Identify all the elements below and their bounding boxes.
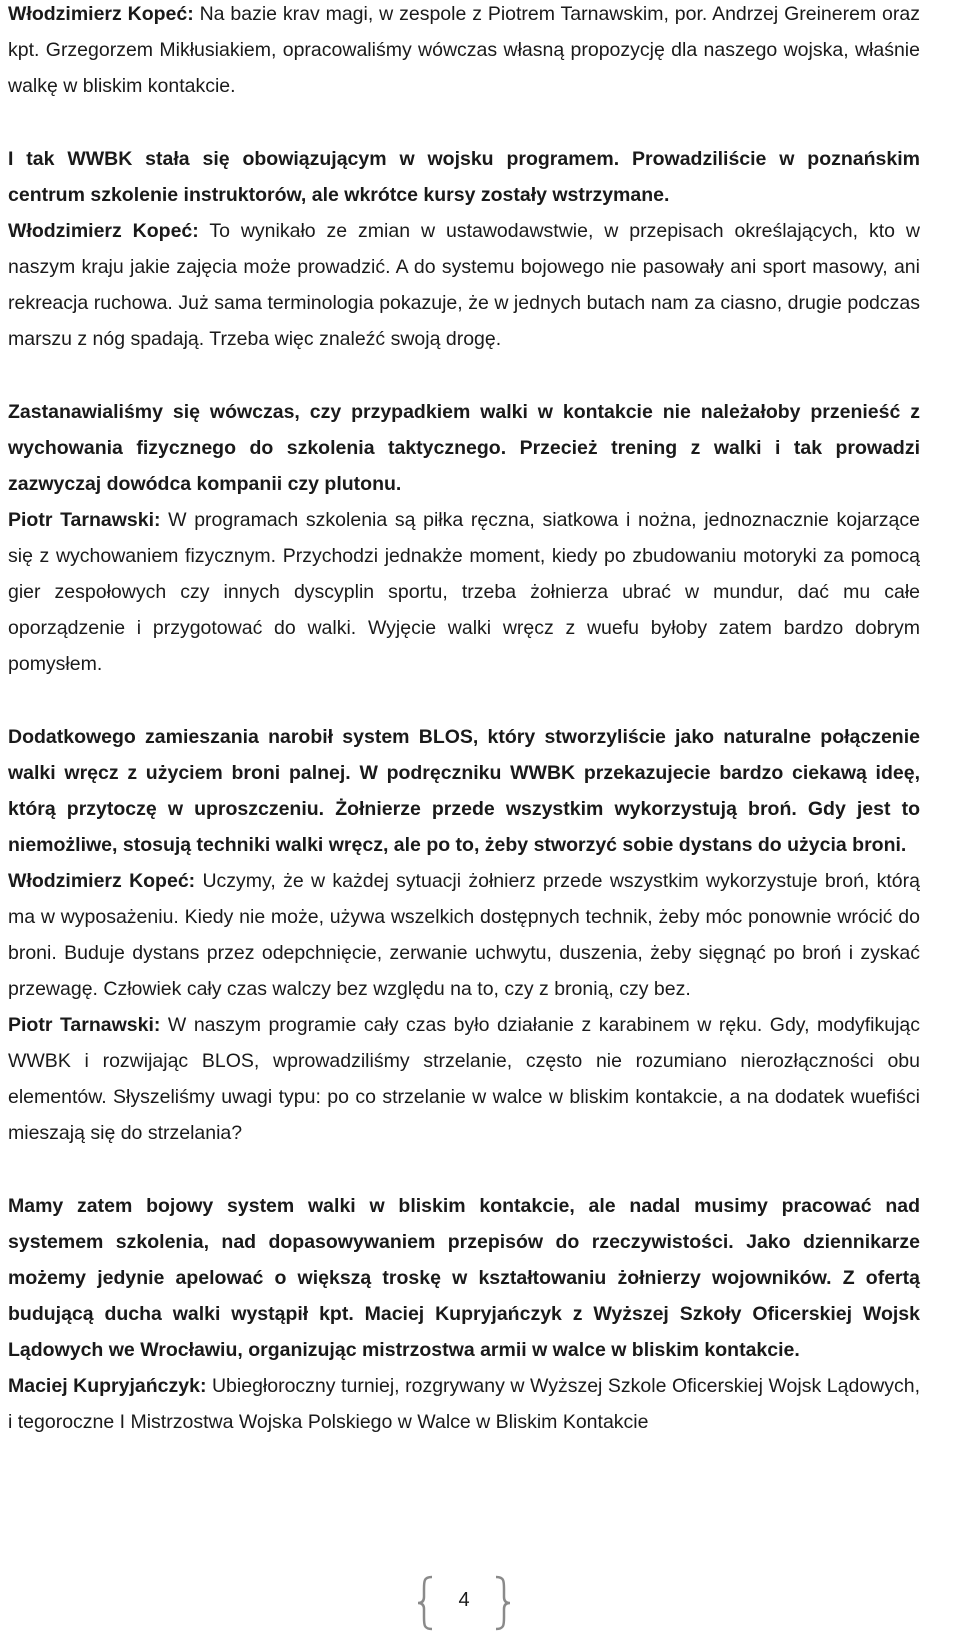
- speaker-name: Włodzimierz Kopeć:: [8, 3, 194, 25]
- answer-paragraph: [8, 1368, 920, 1440]
- answer-paragraph: [8, 502, 920, 682]
- speaker-name: Maciej Kupryjańczyk:: [8, 1375, 207, 1397]
- answer-text: Uczymy, że w każdej sytuacji żołnierz przede wszystkim wykorzystuje broń, którą ma w wyposażeniu. Kiedy nie może, używa wszelkich dostępnych technik, żeby móc ponownie wrócić do broni. Buduje dystans przez odepchnięcie, zerwanie uchwytu, duszenia, żeby sięgnąć po broń i zyskać przewagę. Człowiek cały czas walczy bez względu na to, czy z bronią, czy bez.: [8, 870, 920, 1000]
- speaker-name: Włodzimierz Kopeć:: [8, 220, 199, 242]
- answer-text: Ubiegłoroczny turniej, rozgrywany w Wyższej Szkole Oficerskiej Wojsk Lądowych, i tegoroczne I Mistrzostwa Wojska Polskiego w Walce w Bliskim Kontakcie: [8, 1375, 920, 1433]
- answer-text: To wynikało ze zmian w ustawodawstwie, w przepisach określających, kto w naszym kraju jakie zajęcia może prowadzić. A do systemu bojowego nie pasowały ani sport masowy, ani rekreacja ruchowa. Już sama terminologia pokazuje, że w jednych butach nam za ciasno, drugie podczas marszu z nóg spadają. Trzeba więc znaleźć swoją drogę.: [8, 220, 920, 350]
- speaker-name: Piotr Tarnawski:: [8, 509, 161, 531]
- answer-text: W programach szkolenia są piłka ręczna, siatkowa i nożna, jednoznacznie kojarzące się z wychowaniem fizycznym. Przychodzi jednakże moment, kiedy po zbudowaniu motoryki za pomocą gier zespołowych czy innych dyscyplin sportu, trzeba żołnierza ubrać w mundur, dać mu całe oporządzenie i przygotować do walki. Wyjęcie walki wręcz z wuefu byłoby zatem bardzo dobrym pomysłem.: [8, 509, 920, 675]
- question-paragraph: Zastanawialiśmy się wówczas, czy przypadkiem walki w kontakcie nie należałoby przenieść z wychowania fizycznego do szkolenia taktycznego. Przecież trening z walki i tak prowadzi zazwyczaj dowódca kompanii czy plutonu.: [8, 401, 920, 495]
- speaker-name: Piotr Tarnawski:: [8, 1014, 161, 1036]
- page-footer: [418, 1575, 510, 1631]
- question-paragraph: Mamy zatem bojowy system walki w bliskim kontakcie, ale nadal musimy pracować nad systemem szkolenia, nad dopasowywaniem przepisów do rzeczywistości. Jako dziennikarze możemy jedynie apelować o większą troskę w kształtowaniu żołnierzy wojowników. Z ofertą budującą ducha walki wystąpił kpt. Maciej Kupryjańczyk z Wyższej Szkoły Oficerskiej Wojsk Lądowych we Wrocławiu, organizując mistrzostwa armii w walce w bliskim kontakcie.: [8, 1195, 920, 1361]
- answer-paragraph: [8, 863, 920, 1007]
- answer-paragraph: [8, 0, 920, 104]
- answer-text: Na bazie krav magi, w zespole z Piotrem Tarnawskim, por. Andrzej Greinerem oraz kpt. Grzegorzem Mikłusiakiem, opracowaliśmy wówczas własną propozycję dla naszego wojska, właśnie walkę w bliskim kontakcie.: [8, 3, 920, 97]
- document-page: [8, 0, 920, 1440]
- answer-paragraph: [8, 1007, 920, 1151]
- answer-text: W naszym programie cały czas było działanie z karabinem w ręku. Gdy, modyfikując WWBK i rozwijając BLOS, wprowadziliśmy strzelanie, często nie rozumiano nierozłączności obu elementów. Słyszeliśmy uwagi typu: po co strzelanie w walce w bliskim kontakcie, a na dodatek wuefiści mieszają się do strzelania?: [8, 1014, 920, 1144]
- page-number: 4: [458, 1589, 470, 1611]
- question-paragraph: Dodatkowego zamieszania narobił system BLOS, który stworzyliście jako naturalne połączenie walki wręcz z użyciem broni palnej. W podręczniku WWBK przekazujecie bardzo ciekawą ideę, którą przytoczę w uproszczeniu. Żołnierze przede wszystkim wykorzystują broń. Gdy jest to niemożliwe, stosują techniki walki wręcz, ale po to, żeby stworzyć sobie dystans do użycia broni.: [8, 726, 920, 856]
- answer-paragraph: [8, 213, 920, 357]
- question-paragraph: I tak WWBK stała się obowiązującym w wojsku programem. Prowadziliście w poznańskim centrum szkolenie instruktorów, ale wkrótce kursy zostały wstrzymane.: [8, 148, 920, 206]
- speaker-name: Włodzimierz Kopeć:: [8, 870, 196, 892]
